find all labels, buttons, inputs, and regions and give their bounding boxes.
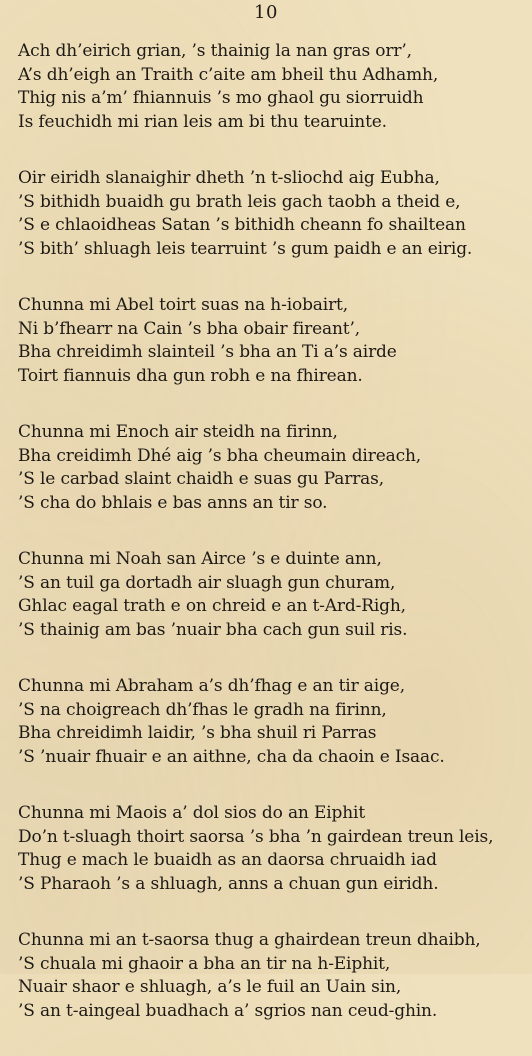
verse-line: Nuair shaor e shluagh, a’s le fuil an Uain sin,: [18, 977, 402, 997]
verse-line: Chunna mi Noah san Airce ’s e duinte ann,: [18, 549, 382, 569]
verse-line: Thig nis a’m’ fhiannuis ’s mo ghaol gu siorruidh: [18, 88, 424, 108]
verse-line: Oir eiridh slanaighir dheth ’n t-sliochd aig Eubha,: [18, 168, 440, 188]
stanza: [18, 167, 523, 261]
verse-line: Chunna mi Abraham a’s dh’fhag e an tir aige,: [18, 676, 405, 696]
verse-line: Bha chreidimh laidir, ’s bha shuil ri Parras: [18, 723, 377, 743]
verse-line: ’S ’nuair fhuair e an aithne, cha da chaoin e Isaac.: [18, 746, 445, 767]
verse-line: Chunna mi an t-saorsa thug a ghairdean treun dhaibh,: [18, 930, 481, 950]
verse-line: ’S cha do bhlais e bas anns an tir so.: [18, 492, 328, 513]
stanza: [18, 294, 523, 388]
verse-line: ’S na choigreach dh’fhas le gradh na firinn,: [18, 699, 387, 720]
verse-line: ’S e chlaoidheas Satan ’s bithidh cheann fo shailtean: [18, 215, 466, 235]
verse-line: ’S an tuil ga dortadh air sluagh gun churam,: [18, 572, 396, 593]
verse-line: Bha chreidimh slainteil ’s bha an Ti a’s airde: [18, 342, 397, 362]
verse-line: Chunna mi Abel toirt suas na h-iobairt,: [18, 295, 348, 315]
verse-line: Thug e mach le buaidh as an daorsa chruaidh iad: [18, 850, 437, 870]
stanza: [18, 548, 523, 642]
verse-line: ’S Pharaoh ’s a shluagh, anns a chuan gun eiridh.: [18, 873, 439, 894]
verse-line: Bha creidimh Dhé aig ’s bha cheumain direach,: [18, 445, 422, 466]
verse-line: ’S bith’ shluagh leis tearruint ’s gum paidh e an eirig.: [18, 238, 473, 259]
verse-line: Do’n t-sluagh thoirt saorsa ’s bha ’n gairdean treun leis,: [18, 826, 494, 847]
verse-line: ’S le carbad slaint chaidh e suas gu Parras,: [18, 469, 384, 489]
verse-line: ’S chuala mi ghaoir a bha an tir na h-Eiphit,: [18, 953, 391, 974]
stanza: [18, 40, 523, 134]
verse-line: Ach dh’eirich grian, ’s thainig la nan gras orr’,: [18, 41, 412, 61]
verse-line: Toirt fiannuis dha gun robh e na fhirean.: [18, 365, 363, 386]
verse-line: Chunna mi Maois a’ dol sios do an Eiphit: [18, 803, 366, 823]
verse-line: ’S thainig am bas ’nuair bha cach gun suil ris.: [18, 619, 408, 640]
stanza: [18, 421, 523, 515]
verse-line: ’S an t-aingeal buadhach a’ sgrios nan ceud-ghin.: [18, 1000, 438, 1021]
verse-line: Chunna mi Enoch air steidh na firinn,: [18, 422, 338, 442]
verse-line: Ghlac eagal trath e on chreid e an t-Ard-Righ,: [18, 596, 406, 616]
stanza: [18, 802, 523, 896]
page-number: 10: [254, 2, 278, 23]
verse-line: A’s dh’eigh an Traith c’aite am bheil thu Adhamh,: [18, 64, 439, 85]
stanza: [18, 929, 523, 1023]
verse-line: Is feuchidh mi rian leis am bi thu tearuinte.: [18, 111, 387, 132]
verse-line: ’S bithidh buaidh gu brath leis gach taobh a theid e,: [18, 191, 461, 212]
poem: [18, 40, 523, 1056]
verse-line: Ni b’fhearr na Cain ’s bha obair fireant’,: [18, 318, 360, 339]
stanza: [18, 675, 523, 769]
